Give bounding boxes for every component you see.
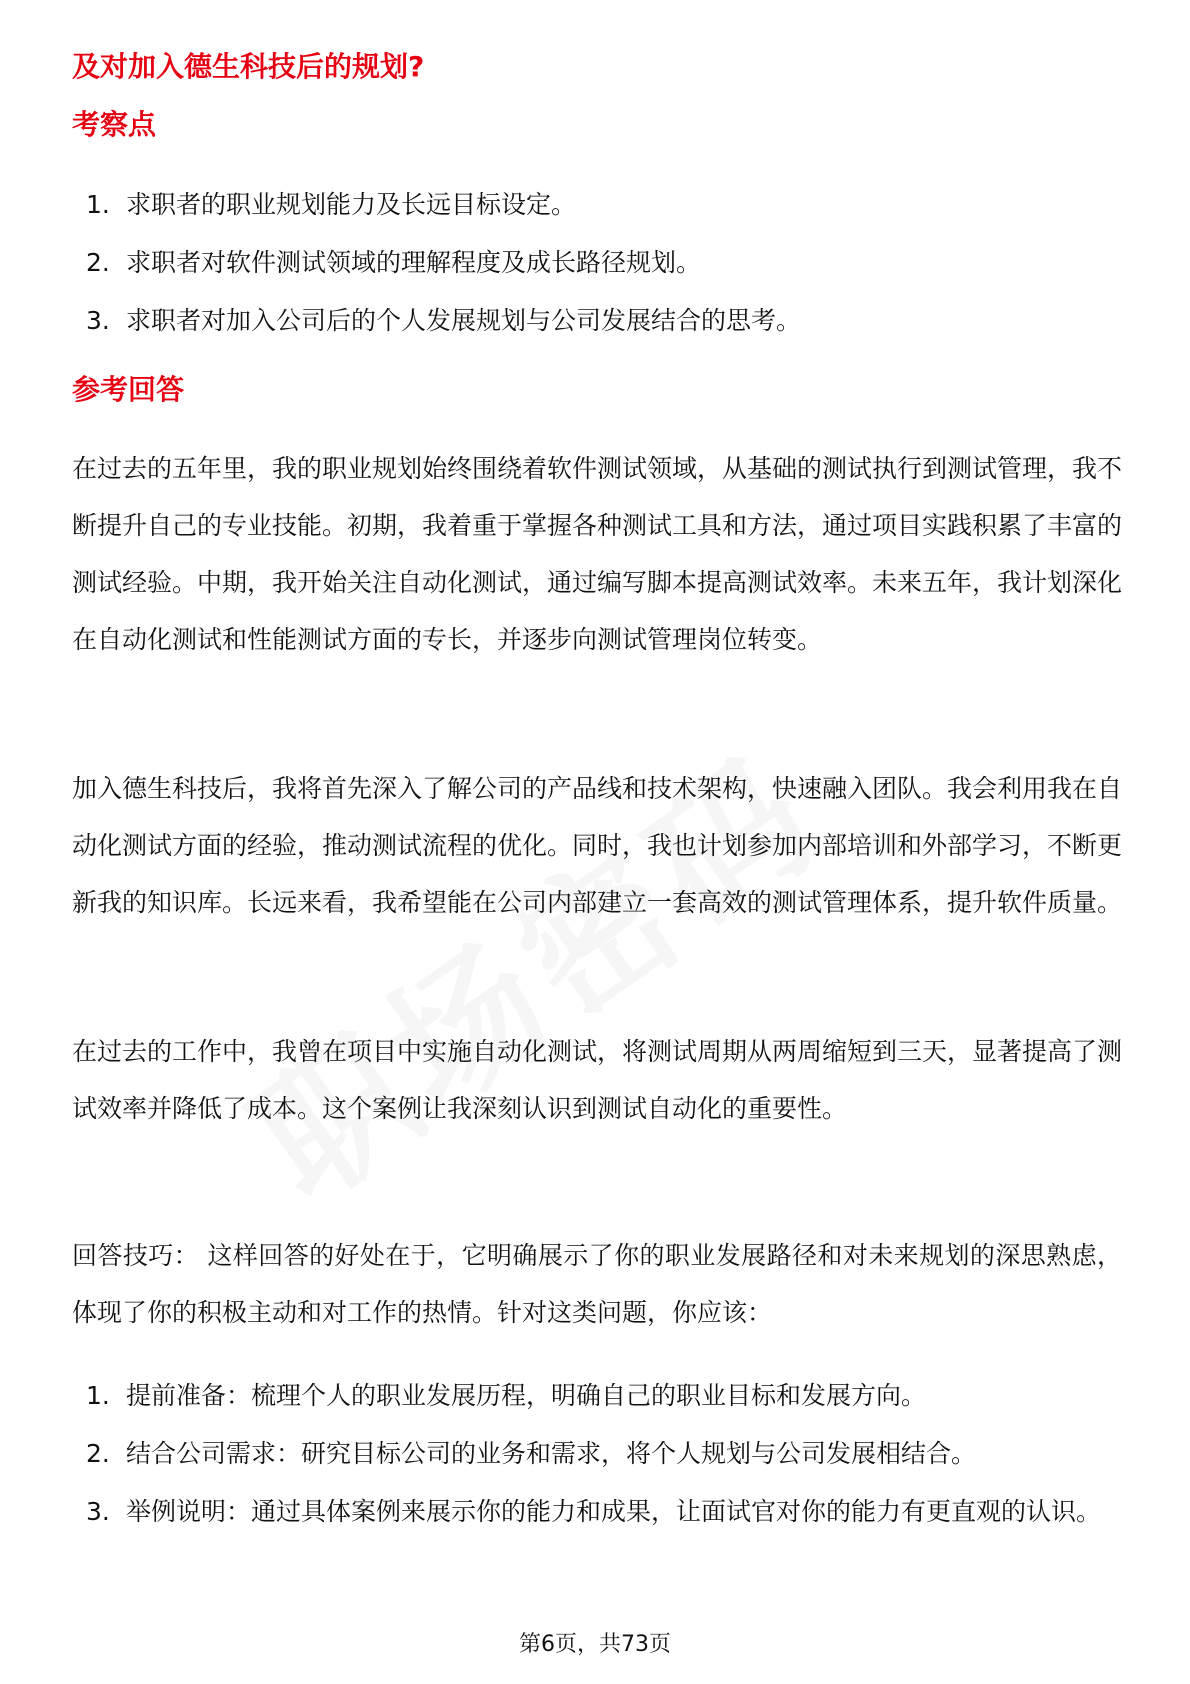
page-number-footer: 第6页，共73页 (519, 1632, 671, 1657)
list-number: 3. (86, 306, 110, 335)
list-item (86, 292, 1156, 350)
tips-list (86, 1367, 1156, 1541)
assessment-points-heading: 考察点 (72, 108, 157, 141)
answer-paragraph: 在过去的五年里，我的职业规划始终围绕着软件测试领域，从基础的测试执行到测试管理，我不断提升自己的专业技能。初期，我着重于掌握各种测试工具和方法，通过项目实践积累了丰富的测试经验。中期，我开始关注自动化测试，通过编写脚本提高测试效率。未来五年，我计划深化在自动化测试和性能测试方面的专长，并逐步向测试管理岗位转变。 (72, 454, 1123, 654)
list-text: 求职者对加入公司后的个人发展规划与公司发展结合的思考。 (126, 306, 802, 335)
answer-tips-paragraph: 回答技巧： 这样回答的好处在于，它明确展示了你的职业发展路径和对未来规划的深思熟虑，体现了你的积极主动和对工作的热情。针对这类问题，你应该： (72, 1241, 1122, 1327)
list-number: 2. (86, 248, 110, 277)
list-number: 2. (86, 1439, 110, 1468)
answer-paragraph: 加入德生科技后，我将首先深入了解公司的产品线和技术架构，快速融入团队。我会利用我在自动化测试方面的经验，推动测试流程的优化。同时，我也计划参加内部培训和外部学习，不断更新我的知识库。长远来看，我希望能在公司内部建立一套高效的测试管理体系，提升软件质量。 (72, 774, 1123, 917)
answer-paragraph: 在过去的工作中，我曾在项目中实施自动化测试，将测试周期从两周缩短到三天，显著提高了测试效率并降低了成本。这个案例让我深刻认识到测试自动化的重要性。 (72, 1037, 1123, 1123)
list-item (86, 1425, 1156, 1483)
list-text: 提前准备：梳理个人的职业发展历程，明确自己的职业目标和发展方向。 (126, 1381, 927, 1410)
list-number: 3. (86, 1497, 110, 1526)
list-text: 求职者对软件测试领域的理解程度及成长路径规划。 (126, 248, 702, 277)
list-item (86, 234, 1156, 292)
list-item (86, 176, 1156, 234)
list-item (86, 1367, 1156, 1425)
assessment-points-list (86, 176, 1156, 350)
list-text: 结合公司需求：研究目标公司的业务和需求，将个人规划与公司发展相结合。 (126, 1439, 977, 1468)
question-heading: 及对加入德生科技后的规划? (72, 50, 425, 83)
reference-answer-heading: 参考回答 (72, 373, 185, 406)
list-text: 求职者的职业规划能力及长远目标设定。 (126, 190, 577, 219)
list-number: 1. (86, 1381, 110, 1410)
list-text: 举例说明：通过具体案例来展示你的能力和成果，让面试官对你的能力有更直观的认识。 (126, 1497, 1102, 1526)
list-number: 1. (86, 190, 110, 219)
list-item (86, 1483, 1156, 1541)
